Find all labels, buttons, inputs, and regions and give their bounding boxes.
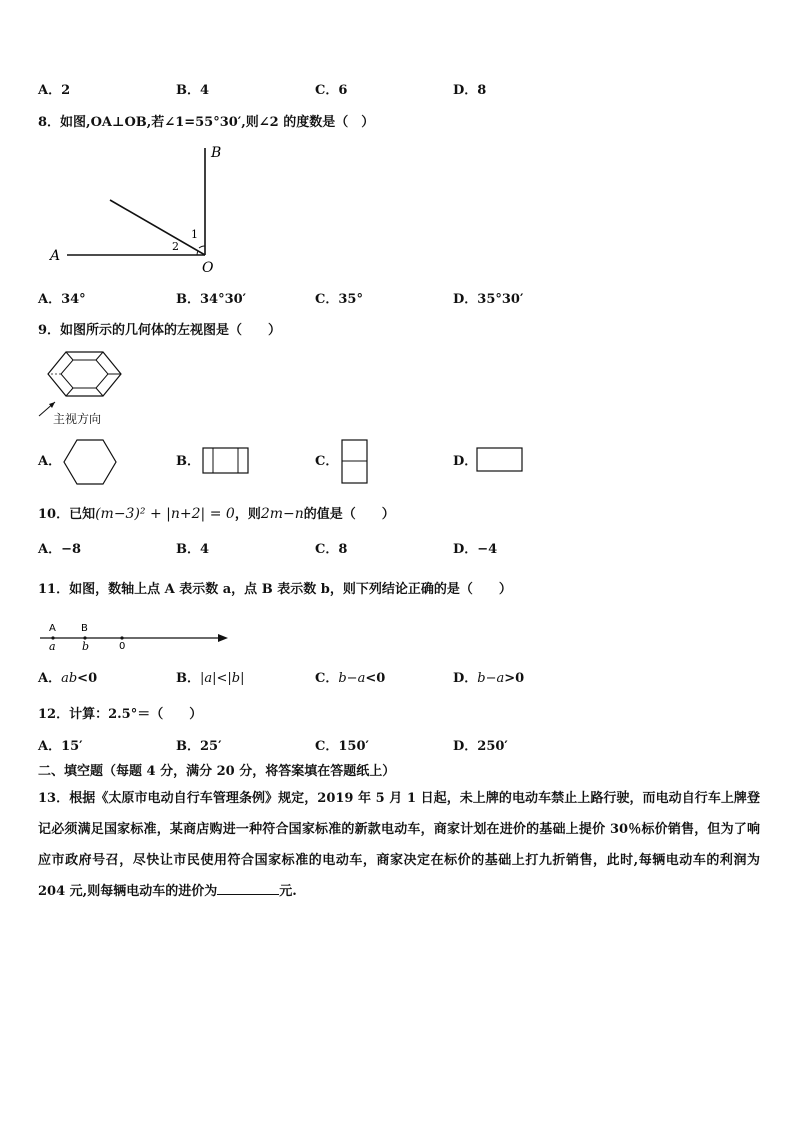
q10-option-c: C．8	[315, 542, 348, 557]
q9-option-b-letter: B．	[176, 454, 200, 469]
q11-number-line	[38, 618, 238, 654]
q10-stem	[38, 505, 395, 524]
q8-label-a: A	[50, 248, 61, 264]
q11-option-b-expr: |a|<|b|	[200, 671, 245, 686]
q11-option-b	[176, 670, 244, 688]
q9-option-d-letter: D．	[453, 454, 478, 469]
q9-option-d-rectangle	[476, 447, 524, 473]
q11-option-b-letter: B．	[176, 671, 200, 686]
q9-solid-figure	[35, 346, 125, 418]
q8-option-d: D．35°30′	[453, 292, 524, 307]
q7-option-b: B．4	[176, 83, 210, 98]
q9-stem: 9．如图所示的几何体的左视图是（ ）	[38, 323, 282, 338]
q10-target-expression: 2m−n	[260, 506, 304, 522]
q11-value-b: b	[82, 640, 90, 653]
q8-label-angle2: 2	[172, 240, 179, 253]
q11-zero-label: 0	[119, 641, 126, 652]
q11-option-c-rest: <0	[365, 671, 386, 686]
q8-option-c: C．35°	[315, 292, 363, 307]
q8-label-b: B	[211, 145, 222, 161]
q11-point-b-label: B	[81, 623, 88, 634]
q7-option-a: A．2	[38, 83, 71, 98]
section-fill-in-heading: 二、填空题（每题 4 分，满分 20 分，将答案填在答题纸上）	[38, 764, 396, 779]
q12-option-d: D．250′	[453, 739, 508, 754]
q10-stem-prefix: 10．已知	[38, 507, 96, 522]
q12-stem: 12．计算：2.5°＝（ ）	[38, 707, 203, 722]
q11-option-d-rest: >0	[504, 671, 525, 686]
q13-paragraph	[38, 783, 760, 907]
q8-option-a: A．34°	[38, 292, 86, 307]
q8-angle-figure	[40, 140, 240, 280]
q11-value-a: a	[49, 640, 56, 653]
q8-label-angle1: 1	[191, 228, 198, 241]
q12-option-a: A．15′	[38, 739, 83, 754]
q13-suffix: 元.	[279, 884, 297, 899]
q9-option-a-hexagon	[62, 439, 118, 485]
q11-option-c-letter: C．	[315, 671, 339, 686]
q11-option-a-expr: ab	[61, 671, 78, 686]
q11-option-c	[315, 670, 385, 688]
q11-option-d	[453, 670, 524, 688]
q11-option-a-letter: A．	[38, 671, 62, 686]
q10-equation: (m−3)² + |n+2| = 0	[95, 506, 235, 522]
q10-stem-suffix: 的值是（ ）	[303, 507, 395, 522]
q13-answer-blank	[217, 882, 279, 895]
q9-option-b-rectangles	[202, 447, 250, 475]
q11-option-a	[38, 670, 97, 688]
q11-stem: 11．如图，数轴上点 A 表示数 a，点 B 表示数 b，则下列结论正确的是（ ）	[38, 582, 512, 597]
q11-option-a-rest: <0	[77, 671, 98, 686]
q8-label-o: O	[202, 260, 214, 276]
q10-stem-mid: ，则	[234, 507, 261, 522]
q12-option-c: C．150′	[315, 739, 369, 754]
q9-option-a-letter: A．	[38, 454, 62, 469]
q9-option-c-stacked-rectangles	[341, 439, 369, 485]
q11-option-d-expr: b−a	[477, 671, 505, 686]
q11-option-d-letter: D．	[453, 671, 478, 686]
q8-option-b: B．34°30′	[176, 292, 247, 307]
q7-option-c: C．6	[315, 83, 348, 98]
q9-view-direction-label: 主视方向	[53, 412, 102, 426]
q10-option-a: A．−8	[38, 542, 82, 557]
q8-stem: 8．如图,OA⊥OB,若∠1=55°30′,则∠2 的度数是（ ）	[38, 115, 375, 130]
q11-point-a-label: A	[49, 623, 56, 634]
q13-text: 13．根据《太原市电动自行车管理条例》规定，2019 年 5 月 1 日起，未上牌的电动车禁止上路行驶，而电动自行车上牌登记必须满足国家标准，某商店购进一种符合国家标准的新款电动车，商家计划在进价的基础上提价 30％标价销售，但为了响应市政府号召，尽快让市民使用符合国家标准的电动车，商家决定在标价的基础上打九折销售，此时,每辆电动车的利润为 204 元,则每辆电动车的进价为	[38, 791, 760, 899]
q11-option-c-expr: b−a	[338, 671, 366, 686]
q7-option-d: D．8	[453, 83, 487, 98]
q9-option-c-letter: C．	[315, 454, 339, 469]
q12-option-b: B．25′	[176, 739, 222, 754]
q10-option-d: D．−4	[453, 542, 498, 557]
q10-option-b: B．4	[176, 542, 210, 557]
